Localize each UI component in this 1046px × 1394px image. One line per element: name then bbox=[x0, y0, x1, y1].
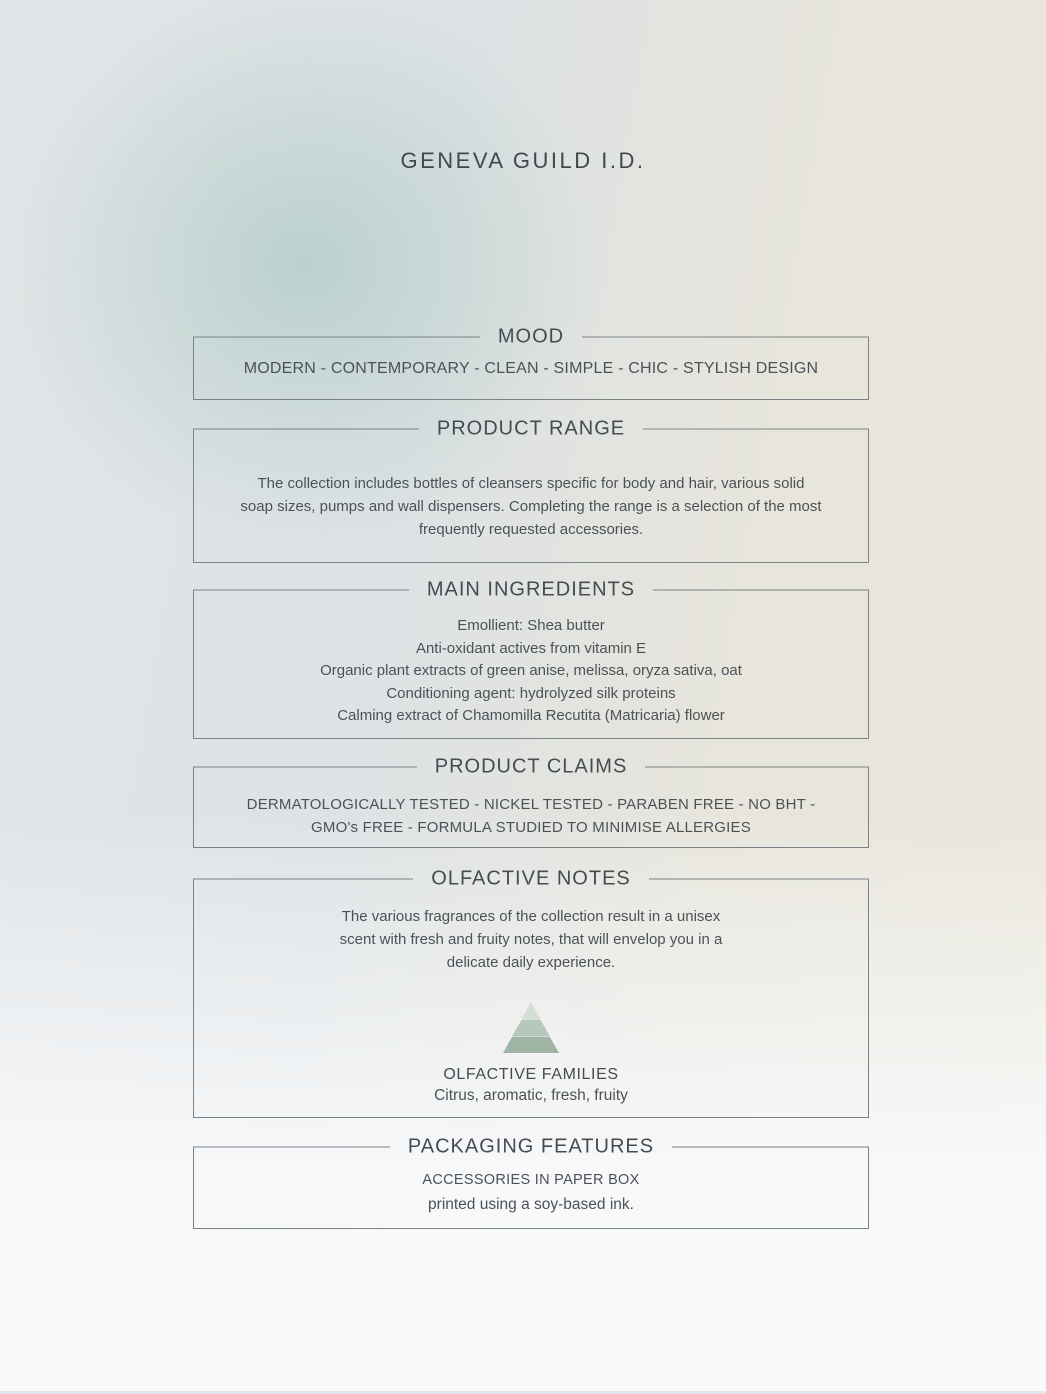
section-packaging-features-title: PACKAGING FEATURES bbox=[407, 1135, 655, 1158]
section-mood-title: MOOD bbox=[497, 325, 565, 348]
olfactive-notes-line: The various fragrances of the collection result in a unisex bbox=[341, 908, 721, 925]
section-main-ingredients-title: MAIN INGREDIENTS bbox=[426, 578, 636, 601]
packaging-line: printed using a soy-based ink. bbox=[428, 1195, 634, 1213]
page-title: GENEVA GUILD I.D. bbox=[400, 147, 646, 173]
section-main-ingredients-header bbox=[193, 579, 869, 602]
header-rule-left bbox=[193, 767, 417, 768]
header-rule-right bbox=[582, 337, 869, 338]
header-rule-left bbox=[193, 429, 419, 430]
section-product-claims-header bbox=[193, 756, 869, 779]
olfactive-notes-line: delicate daily experience. bbox=[446, 954, 616, 971]
header-rule-left bbox=[193, 1147, 390, 1148]
section-packaging-features bbox=[193, 1135, 869, 1229]
ingredient-item: Anti-oxidant actives from vitamin E bbox=[415, 639, 647, 657]
header-rule-right bbox=[672, 1147, 869, 1148]
section-product-claims bbox=[193, 755, 869, 848]
section-product-range bbox=[193, 417, 869, 563]
ingredient-item: Conditioning agent: hydrolyzed silk proteins bbox=[386, 684, 676, 702]
section-main-ingredients bbox=[193, 578, 869, 739]
ingredient-item: Calming extract of Chamomilla Recutita (Matricaria) flower bbox=[337, 707, 725, 724]
olfactive-notes-text bbox=[194, 879, 868, 1107]
packaging-line: ACCESSORIES IN PAPER BOX bbox=[422, 1172, 640, 1188]
section-olfactive-notes-title: OLFACTIVE NOTES bbox=[431, 867, 631, 890]
olfactive-pyramid-icon bbox=[194, 1002, 868, 1053]
product-claims-line: DERMATOLOGICALLY TESTED - NICKEL TESTED - PARABEN FREE - NO BHT - bbox=[246, 796, 816, 813]
section-olfactive-notes bbox=[193, 867, 869, 1118]
ingredient-item: Organic plant extracts of green anise, melissa, oryza sativa, oat bbox=[320, 662, 742, 679]
section-packaging-features-header bbox=[193, 1136, 869, 1159]
section-product-range-header bbox=[193, 418, 869, 441]
header-rule-left bbox=[193, 590, 409, 591]
product-range-line: soap sizes, pumps and wall dispensers. Completing the range is a selection of the most bbox=[240, 498, 822, 515]
header-rule-left bbox=[193, 337, 480, 338]
ingredient-item: Emollient: Shea butter bbox=[457, 617, 605, 634]
olfactive-families-text: Citrus, aromatic, fresh, fruity bbox=[434, 1087, 628, 1104]
header-rule-right bbox=[653, 590, 869, 591]
olfactive-notes-line: scent with fresh and fruity notes, that will envelop you in a bbox=[339, 931, 723, 948]
product-range-line: The collection includes bottles of cleansers specific for body and hair, various solid bbox=[257, 475, 805, 492]
section-product-range-title: PRODUCT RANGE bbox=[436, 417, 626, 440]
section-olfactive-notes-header bbox=[193, 868, 869, 891]
header-rule-right bbox=[645, 767, 869, 768]
ingredient-list bbox=[194, 590, 868, 728]
section-mood-header bbox=[193, 326, 869, 349]
product-claims-line: GMO's FREE - FORMULA STUDIED TO MINIMISE ALLERGIES bbox=[311, 819, 751, 836]
header-rule-right bbox=[643, 429, 869, 430]
header-rule-left bbox=[193, 879, 413, 880]
olfactive-families-title: OLFACTIVE FAMILIES bbox=[443, 1066, 619, 1083]
header-rule-right bbox=[649, 879, 869, 880]
product-range-line: frequently requested accessories. bbox=[418, 521, 644, 538]
section-product-claims-title: PRODUCT CLAIMS bbox=[434, 755, 628, 778]
mood-text: MODERN - CONTEMPORARY - CLEAN - SIMPLE - CHIC - STYLISH DESIGN bbox=[243, 360, 819, 377]
product-range-text bbox=[194, 429, 868, 541]
section-mood bbox=[193, 325, 869, 400]
